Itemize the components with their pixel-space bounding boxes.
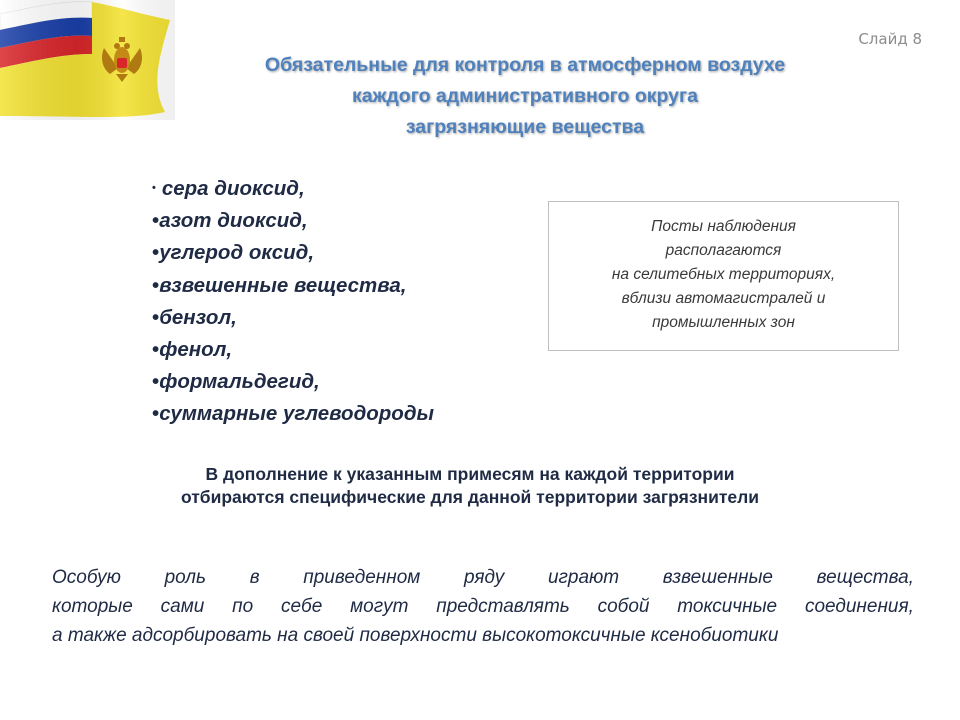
list-item — [152, 270, 434, 302]
word: по — [232, 596, 254, 617]
list-item — [152, 172, 434, 205]
word: собой — [597, 596, 650, 617]
bullet-icon: • — [152, 370, 160, 394]
list-item — [152, 302, 434, 334]
suspended-matter-paragraph — [52, 563, 914, 650]
bullet-icon: • — [152, 338, 160, 362]
word: взвешенные — [662, 567, 773, 588]
list-item — [152, 366, 434, 398]
list-item — [152, 334, 434, 366]
word: которые — [52, 596, 133, 617]
list-item — [152, 237, 434, 269]
box-line: на селитебных территориях, — [611, 266, 836, 283]
pollutant-name: формальдегид, — [159, 370, 320, 394]
pollutant-name: бензол, — [159, 305, 237, 329]
bullet-icon: • — [152, 305, 160, 329]
list-item — [152, 398, 434, 430]
slide-number: Слайд 8 — [858, 30, 922, 48]
pollutant-list — [152, 172, 434, 431]
word: соединения, — [804, 596, 914, 617]
box-line: располагаются — [665, 242, 782, 259]
justified-line — [52, 563, 914, 592]
word: приведенном — [303, 567, 421, 588]
word: играют — [547, 567, 620, 588]
title-line: загрязняющие вещества — [405, 116, 645, 138]
word: вещества, — [816, 567, 914, 588]
word: представлять — [436, 596, 570, 617]
russian-flag-emblem — [0, 0, 175, 120]
word: в — [249, 567, 260, 588]
word: себе — [280, 596, 323, 617]
box-line: промышленных зон — [652, 314, 795, 331]
bullet-icon: • — [152, 182, 156, 194]
pollutant-name: взвешенные вещества, — [159, 273, 407, 297]
monitoring-posts-box — [548, 201, 899, 351]
slide-title — [200, 50, 850, 143]
list-item — [152, 205, 434, 237]
additional-note — [110, 463, 830, 509]
bullet-icon: • — [152, 241, 160, 265]
note-line: В дополнение к указанным примесям на каждой территории — [205, 464, 735, 484]
bullet-icon: • — [152, 273, 160, 297]
word: сами — [160, 596, 205, 617]
word: роль — [164, 567, 207, 588]
word: могут — [350, 596, 409, 617]
bullet-icon: • — [152, 209, 160, 233]
word: ряду — [463, 567, 505, 588]
title-line: Обязательные для контроля в атмосферном воздухе — [264, 54, 786, 76]
word: Особую — [52, 567, 121, 588]
box-line: Посты наблюдения — [651, 218, 796, 235]
title-line: каждого административного округа — [351, 85, 698, 107]
bullet-icon: • — [152, 402, 160, 426]
pollutant-name: фенол, — [159, 338, 233, 362]
word: токсичные — [677, 596, 778, 617]
justified-line — [52, 592, 914, 621]
box-line: вблизи автомагистралей и — [621, 290, 826, 307]
paragraph-last-line: а также адсорбировать на своей поверхности высокотоксичные ксенобиотики — [52, 625, 779, 646]
pollutant-name: суммарные углеводороды — [159, 402, 434, 426]
pollutant-name: азот диоксид, — [159, 209, 308, 233]
note-line: отбираются специфические для данной территории загрязнители — [180, 487, 760, 507]
pollutant-name: сера диоксид, — [161, 177, 305, 200]
pollutant-name: углерод оксид, — [159, 241, 315, 265]
